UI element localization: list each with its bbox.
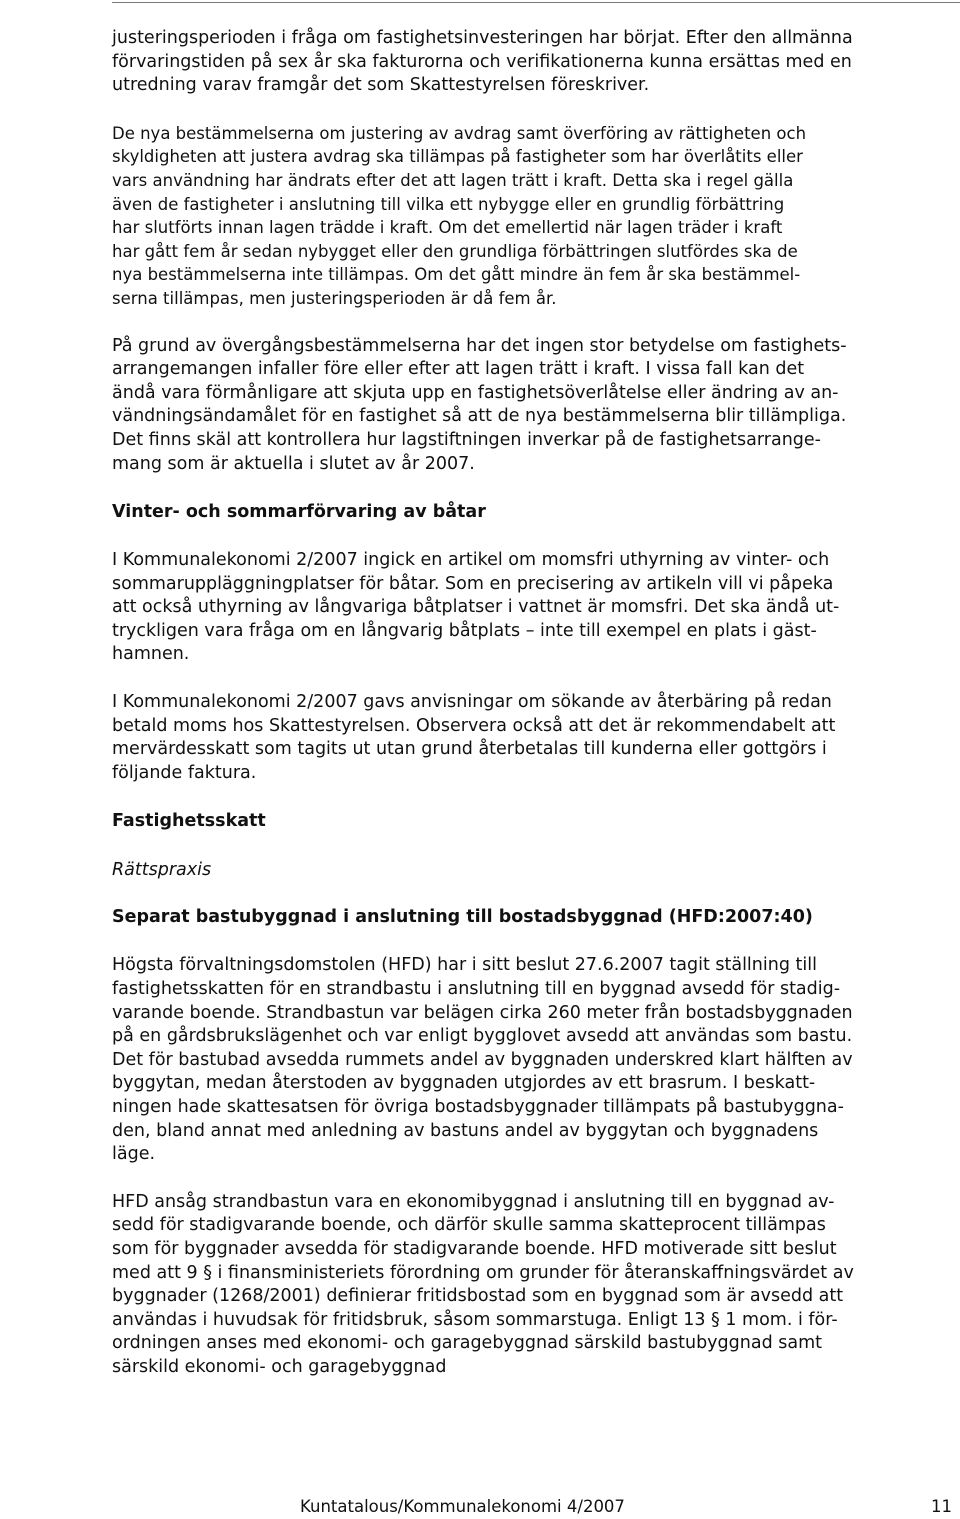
paragraph-justering-period: justeringsperioden i fråga om fastighetsinvesteringen har börjat. Efter den allmänna förvaringstiden på sex år ska fakturorna och verifikationerna kunna ersättas med en utredning varav framgår det som Skattestyrelsen föreskriver. bbox=[112, 28, 853, 96]
paragraph-hfd-decision: Högsta förvaltningsdomstolen (HFD) har i sitt beslut 27.6.2007 tagit ställning till fastighetsskatten för en strandbastu i anslutning till en byggnad avsedd för stadig- varande boende. Strandbastun var belägen cirka 260 meter från bostadsbyggnaden på en gårdsbrukslägenhet och var enligt bygglovet avsedd att användas som bastu. Det för bastubad avsedda rummets andel av byggnaden underskred klart hälften av byggytan, medan återstoden av byggnaden utgjordes av ett brasrum. I beskatt- ningen hade skattesatsen för övriga bostadsbyggnader tillämpats på bastubyggna- den, bland annat med anledning av bastuns andel av byggytan och byggnadens läge. bbox=[112, 955, 853, 1165]
page-number: 11 bbox=[931, 1497, 952, 1516]
paragraph-new-provisions: De nya bestämmelserna om justering av avdrag samt överföring av rättigheten och skyldigheten att justera avdrag ska tillämpas på fastigheter som har överlåtits eller vars användning har ändrats efter det att lagen trätt i kraft. Detta ska i regel gälla även de fastigheter i anslutning till vilka ett nybygge eller en grundlig förbättring har slutförts innan lagen trädde i kraft. Om det emellertid när lagen träder i kraft har gått fem år sedan nybygget eller den grundliga förbättringen slutfördes ska de nya bestämmelserna inte tillämpas. Om det gått mindre än fem år ska bestämmel- serna tillämpas, men justeringsperioden är då fem år. bbox=[112, 123, 807, 308]
heading-property-tax: Fastighetsskatt bbox=[112, 811, 266, 832]
paragraph-transition-rules: På grund av övergångsbestämmelserna har det ingen stor betydelse om fastighets- arrangemangen infaller före eller efter att lagen trätt i kraft. I vissa fall kan det ändå vara förmånligare att skjuta upp en fastighetsöverlåtelse eller ändring av an- vändningsändamålet för en fastighet så att de nya bestämmelserna blir tillämpliga. Det finns skäl att kontrollera hur lagstiftningen inverkar på de fastighetsarrange- mang som är aktuella i slutet av år 2007. bbox=[112, 335, 847, 474]
paragraph-boat-rental: I Kommunalekonomi 2/2007 ingick en artikel om momsfri uthyrning av vinter- och sommaruppläggningplatser för båtar. Som en precisering av artikeln vill vi påpeka att också uthyrning av långvariga båtplatser i vattnet är momsfri. Det ska ändå ut- tryckligen vara fråga om en långvarig båtplats – inte till exempel en plats i gäst- hamnen. bbox=[112, 550, 840, 665]
page-content bbox=[112, 27, 958, 1404]
footer-publication: Kuntatalous/Kommunalekonomi 4/2007 bbox=[300, 1497, 625, 1516]
paragraph-vat-refund: I Kommunalekonomi 2/2007 gavs anvisningar om sökande av återbäring på redan betald moms hos Skattestyrelsen. Observera också att det är rekommendabelt att mervärdesskatt som tagits ut utan grund återbetalas till kunderna eller gottgörs i följande faktura. bbox=[112, 692, 836, 783]
top-rule bbox=[112, 2, 960, 3]
paragraph-hfd-reasoning: HFD ansåg strandbastun vara en ekonomibyggnad i anslutning till en byggnad av- sedd för stadigvarande boende, och därför skulle samma skatteprocent tillämpas som för byggnader avsedda för stadigvarande boende. HFD motiverade sitt beslut med att 9 § i finansministeriets förordning om grunder för återanskaffningsvärdet av byggnader (1268/2001) definierar fritidsbostad som en byggnad som är avsedd att användas i huvudsak för fritidsbruk, såsom sommarstuga. Enligt 13 § 1 mom. i för- ordningen anses med ekonomi- och garagebyggnad särskild bastubyggnad samt särskild ekonomi- och garagebyggnad bbox=[112, 1191, 854, 1377]
subheading-case-law: Rättspraxis bbox=[112, 860, 212, 881]
heading-boat-storage: Vinter- och sommarförvaring av båtar bbox=[112, 502, 486, 523]
heading-sauna-case: Separat bastubyggnad i anslutning till bostadsbyggnad (HFD:2007:40) bbox=[112, 907, 813, 928]
